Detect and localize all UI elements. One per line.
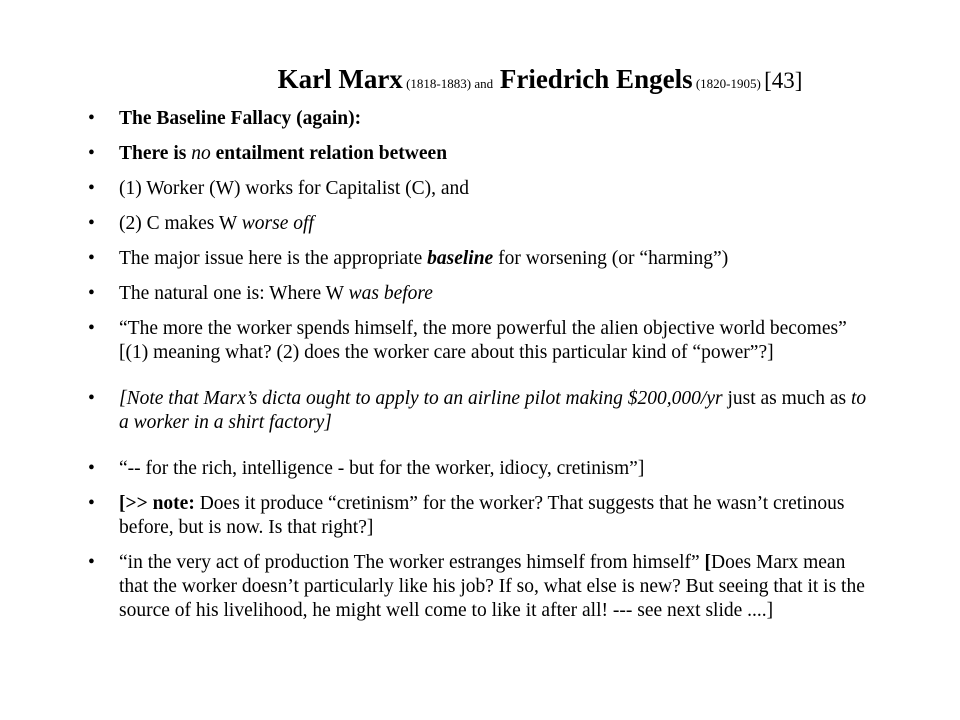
bullet-emphasis: worse off xyxy=(241,213,314,234)
title-engels-dates: (1820-1905) xyxy=(692,76,765,91)
bullet-text: (2) C makes W xyxy=(119,213,242,234)
title-marx-dates: (1818-1883) xyxy=(402,76,475,91)
bullet-text: just as much as xyxy=(727,388,851,409)
bullet-item xyxy=(88,282,878,306)
slide-number: [43] xyxy=(764,68,803,93)
bullet-text: The Baseline Fallacy (again): xyxy=(119,108,362,129)
bullet-emphasis: no xyxy=(191,143,211,164)
title-and: and xyxy=(474,76,494,91)
bullet-emphasis: [ xyxy=(704,552,712,573)
bullet-text: The natural one is: Where W xyxy=(119,283,349,304)
bullet-text: “The more the worker spends himself, the more powerful the alien objective world becomes” [(1) meaning what? (2) does the worker care about this particular kind of “power”?] xyxy=(119,318,847,363)
bullet-item xyxy=(88,457,878,481)
bullet-text: “in the very act of production The worker estranges himself from himself” xyxy=(119,552,705,573)
bullet-text: “-- for the rich, intelligence - but for the worker, idiocy, cretinism”] xyxy=(119,458,645,479)
bullet-text: Does it produce “cretinism” for the worker? That suggests that he wasn’t cretinous before, but is now. Is that right?] xyxy=(119,493,845,538)
bullet-item xyxy=(88,107,878,131)
bullet-item xyxy=(88,212,878,236)
bullet-emphasis: baseline xyxy=(427,248,494,269)
bullet-text: entailment relation between xyxy=(210,143,448,164)
bullet-emphasis: [>> note: xyxy=(119,493,195,514)
bullet-item xyxy=(88,387,878,435)
bullet-item xyxy=(88,247,878,271)
bullet-item xyxy=(88,492,878,540)
bullet-text: for worsening (or “harming”) xyxy=(493,248,729,269)
bullet-item xyxy=(88,142,878,166)
bullet-emphasis: [Note that Marx’s dicta ought to apply to an airline pilot making $200,000/yr xyxy=(119,388,728,409)
bullet-text: Does Marx mean that the worker doesn’t particularly like his job? If so, what else is new? But seeing that it is the source of his livelihood, he might well come to like it after all! --- see next slide ....] xyxy=(119,552,865,621)
slide-title xyxy=(0,62,960,101)
title-engels: Friedrich Engels xyxy=(493,64,693,94)
bullet-list xyxy=(88,107,878,634)
title-marx: Karl Marx xyxy=(277,64,403,94)
bullet-text: The major issue here is the appropriate xyxy=(119,248,428,269)
bullet-emphasis: to a worker in a shirt factory] xyxy=(119,388,867,433)
bullet-item xyxy=(88,551,878,623)
bullet-item xyxy=(88,317,878,365)
bullet-emphasis: was before xyxy=(348,283,433,304)
bullet-text: (1) Worker (W) works for Capitalist (C), and xyxy=(119,178,470,199)
bullet-text: There is xyxy=(119,143,192,164)
bullet-item xyxy=(88,177,878,201)
